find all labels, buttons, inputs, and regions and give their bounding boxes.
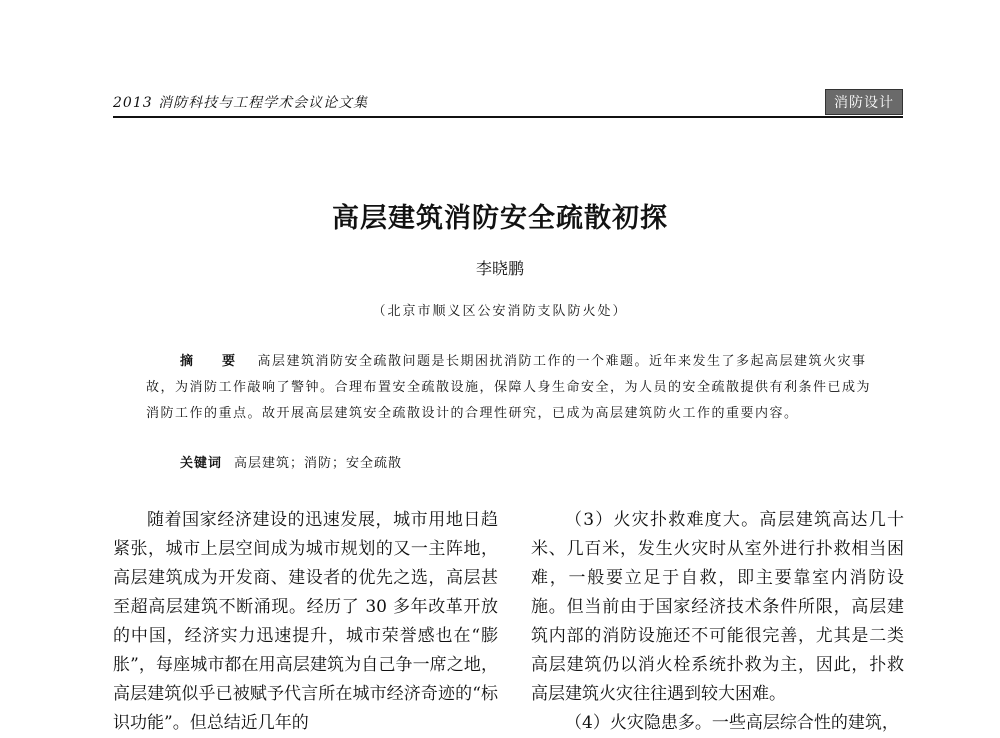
keywords-label: 关键词 bbox=[180, 456, 223, 471]
article-title: 高层建筑消防安全疏散初探 bbox=[332, 203, 668, 234]
keywords-text: 高层建筑；消防；安全疏散 bbox=[234, 456, 403, 471]
running-header bbox=[113, 86, 903, 118]
abstract-label: 摘 要 bbox=[180, 354, 244, 369]
author-affiliation: （北京市顺义区公安消防支队防火处） bbox=[372, 304, 628, 319]
abstract-text: 高层建筑消防安全疏散问题是长期困扰消防工作的一个难题。近年来发生了多起高层建筑火灾事故，为消防工作敲响了警钟。合理布置安全疏散设施，保障人身生命安全，为人员的安全疏散提供有利条件已成为消防工作的重点。故开展高层建筑安全疏散设计的合理性研究，已成为高层建筑防火工作的重要内容。 bbox=[146, 354, 872, 421]
article-author: 李晓鹏 bbox=[475, 259, 524, 278]
body-paragraph: （4）火灾隐患多。一些高层综合性的建筑， bbox=[565, 713, 899, 733]
section-tag: 消防设计 bbox=[825, 89, 903, 115]
abstract bbox=[146, 349, 874, 427]
proceedings-title: 2013 消防科技与工程学术会议论文集 bbox=[113, 95, 369, 111]
body-column-right bbox=[531, 506, 904, 738]
body-column-left bbox=[113, 506, 498, 738]
keywords bbox=[180, 452, 402, 471]
body-paragraph: 随着国家经济建设的迅速发展，城市用地日趋紧张，城市上层空间成为城市规划的又一主阵地，高层建筑成为开发商、建设者的优先之选，高层甚至超高层建筑不断涌现。经历了 30 多年改革开放的中国，经济实力迅速提升，城市荣誉感也在“膨胀”，每座城市都在用高层建筑为自己争一席之地，高层建筑似乎已被赋予代言所在城市经济奇迹的“标识功能”。但总结近几年的 bbox=[113, 510, 498, 733]
body-paragraph: （3）火灾扑救难度大。高层建筑高达几十米、几百米，发生火灾时从室外进行扑救相当困难，一般要立足于自救，即主要靠室内消防设施。但当前由于国家经济技术条件所限，高层建筑内部的消防设施还不可能很完善，尤其是二类高层建筑仍以消火栓系统扑救为主，因此，扑救高层建筑火灾往往遇到较大困难。 bbox=[531, 510, 904, 704]
